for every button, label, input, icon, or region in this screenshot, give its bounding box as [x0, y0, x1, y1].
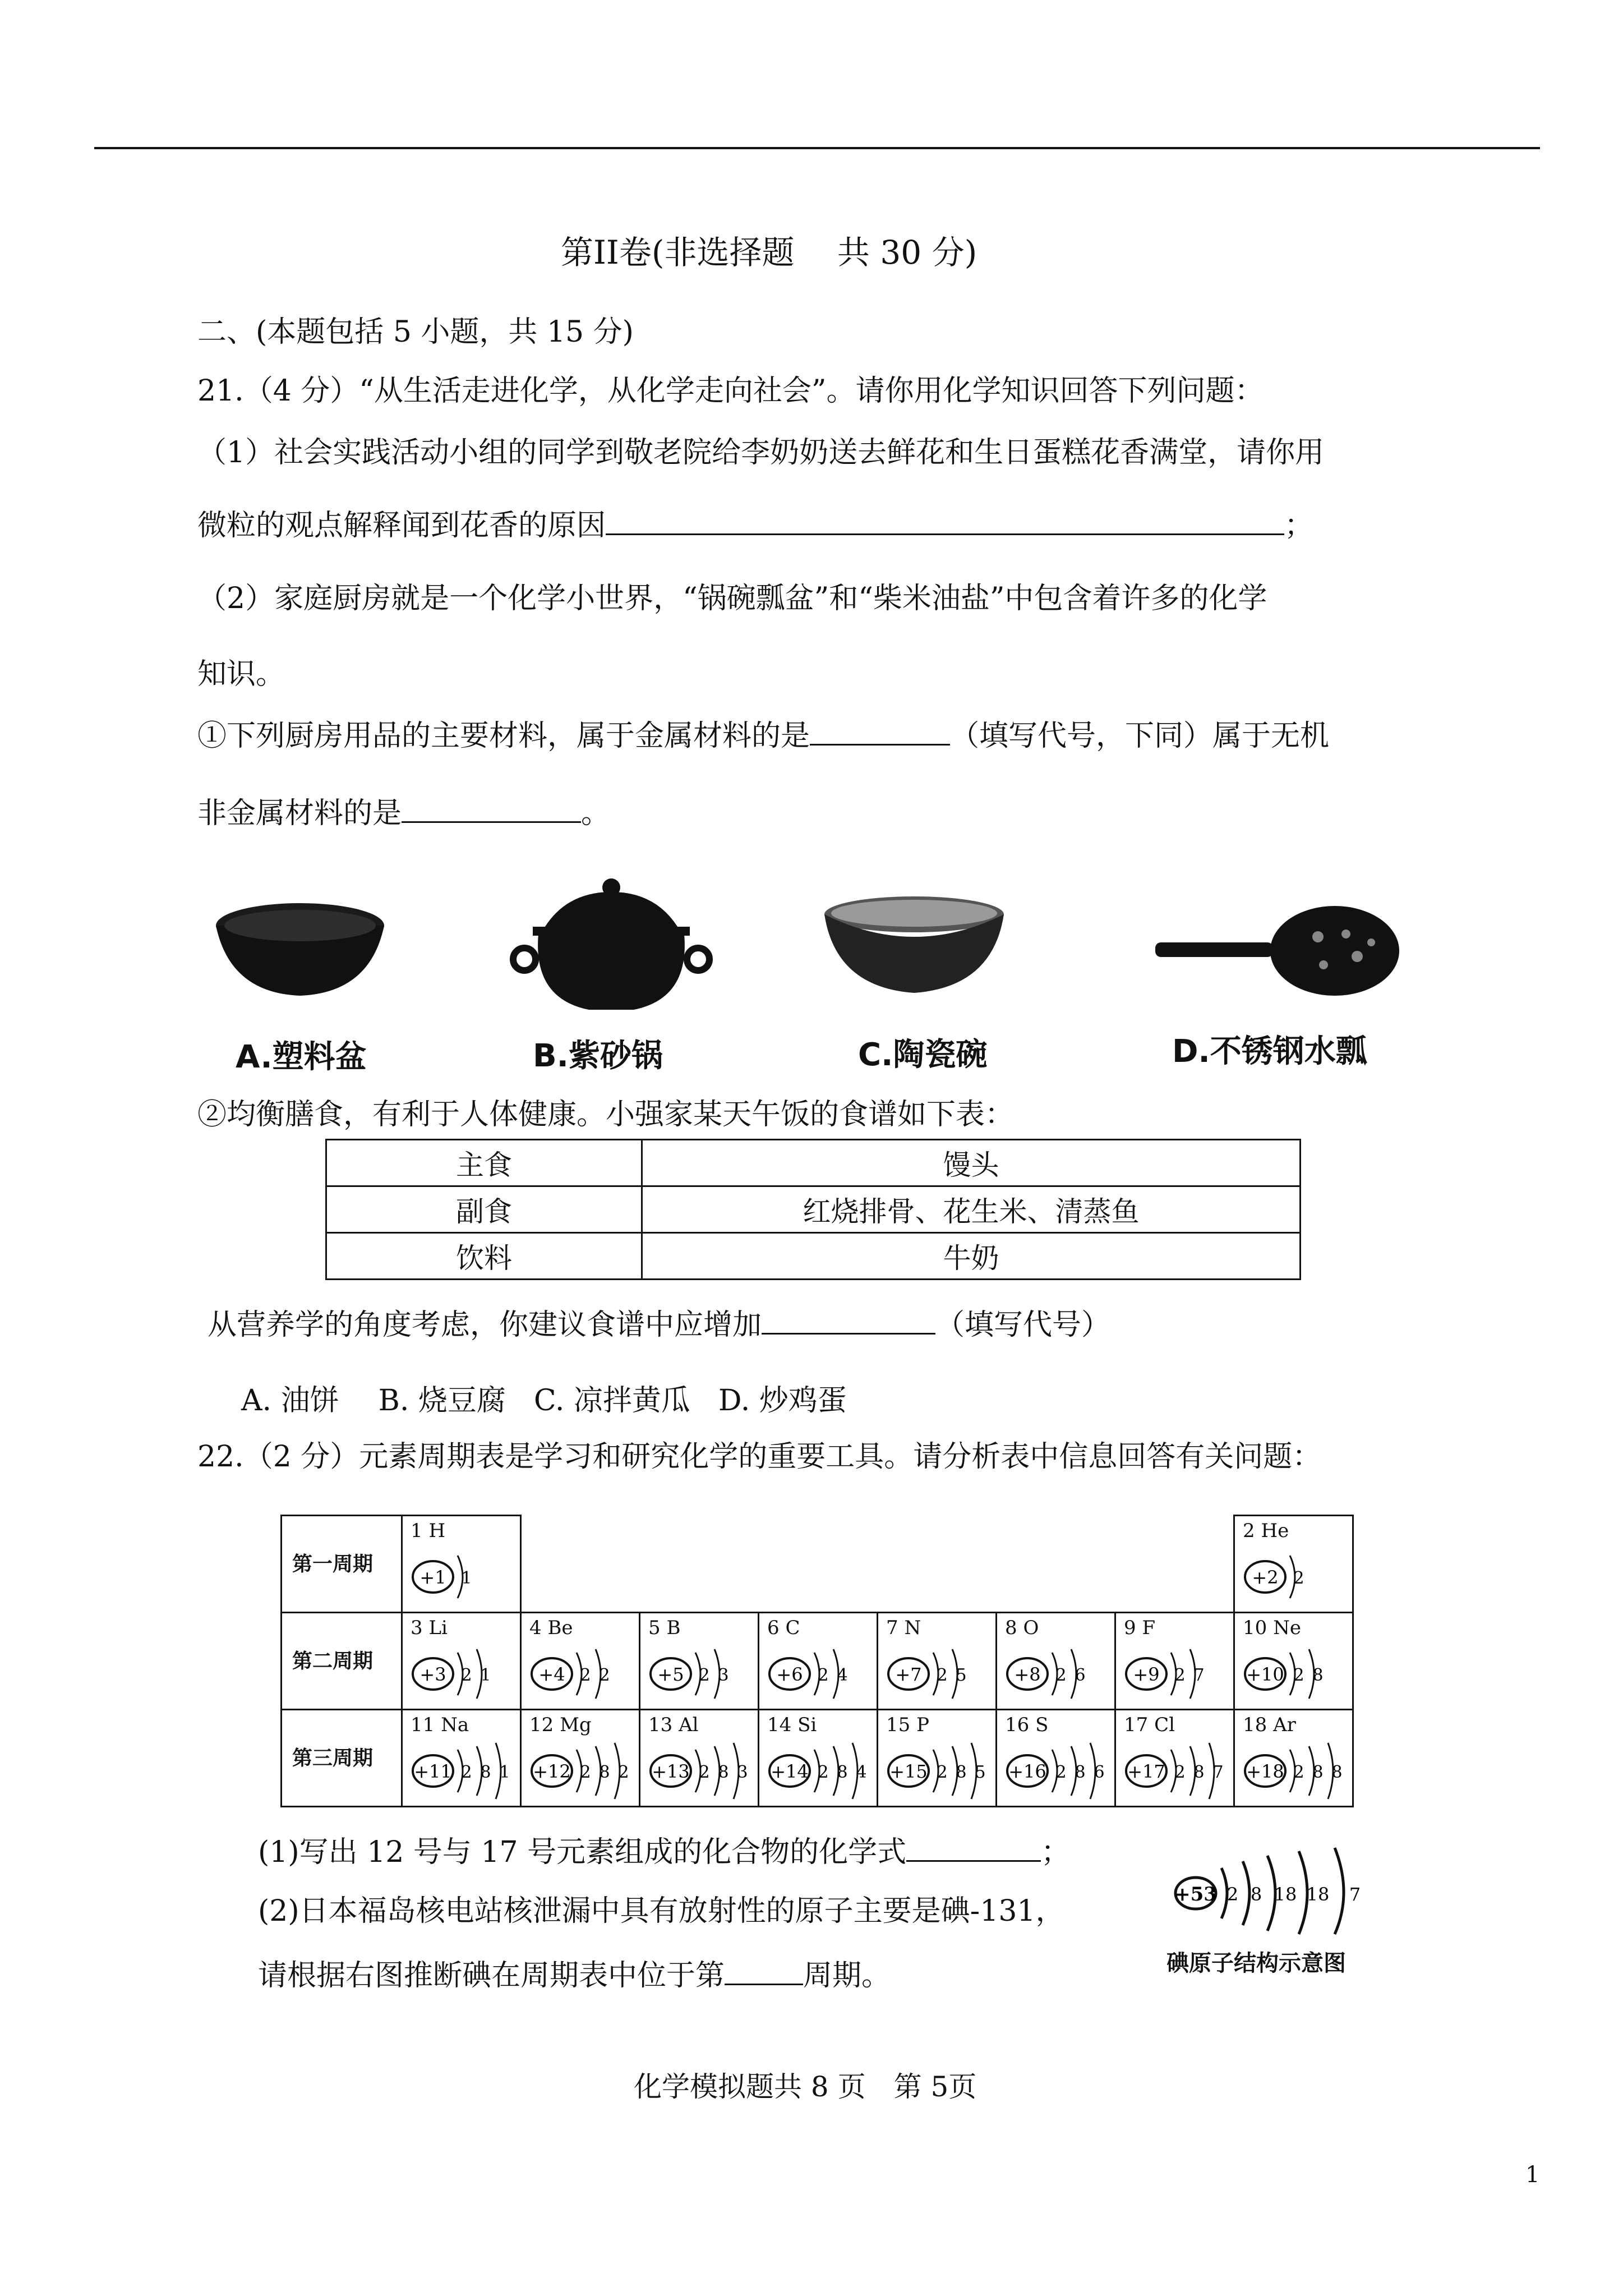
element-symbol: 9 F: [1124, 1617, 1156, 1639]
period-label: 第二周期: [292, 1650, 374, 1673]
menu-food: 牛奶: [642, 1233, 1301, 1280]
menu-category: 副食: [326, 1186, 642, 1233]
nucleus-charge: +14: [771, 1761, 809, 1782]
shell-electron-count: 1: [499, 1763, 510, 1782]
iodine-shell-3: 18: [1274, 1884, 1297, 1905]
atom-structure-diagram: [406, 1641, 518, 1709]
element-symbol: 14 Si: [767, 1714, 817, 1736]
answer-blank-reason[interactable]: [606, 508, 1284, 535]
q22-sub1-suffix: ；: [1041, 1835, 1071, 1869]
q21-p2-line2: 知识。: [197, 657, 285, 691]
q22-sub2-line2: [258, 1958, 891, 1994]
element-cell: [520, 1612, 640, 1710]
shell-electron-count: 7: [1193, 1665, 1205, 1685]
q21-p1-line1: （1）社会实践活动小组的同学到敬老院给李奶奶送去鲜花和生日蛋糕花香满堂，请你用: [197, 436, 1325, 470]
element-cell: [758, 1709, 878, 1807]
shell-electron-count: 8: [837, 1763, 848, 1782]
q21-p1-prefix: 微粒的观点解释闻到花香的原因: [197, 509, 606, 542]
atom-structure-diagram: [525, 1738, 637, 1806]
period-label: 第三周期: [292, 1747, 374, 1770]
element-symbol: 7 N: [886, 1617, 921, 1639]
element-symbol: 13 Al: [648, 1714, 699, 1736]
element-cell: [401, 1612, 522, 1710]
nucleus-charge: +12: [533, 1761, 571, 1782]
q21-sub2-suffix: （填写代号）: [935, 1308, 1111, 1342]
shell-electron-count: 1: [480, 1665, 491, 1685]
shell-electron-count: 2: [818, 1665, 829, 1685]
element-symbol: 18 Ar: [1243, 1714, 1296, 1736]
q21-sub1-line2-prefix: 非金属材料的是: [197, 797, 402, 830]
lunch-menu-table: [325, 1139, 1301, 1280]
q22-sub2-line1: (2)日本福岛核电站核泄漏中具有放射性的原子主要是碘-131，: [258, 1894, 1065, 1928]
shell-electron-count: 8: [1312, 1763, 1324, 1782]
atom-structure-diagram: [525, 1641, 637, 1709]
period-label-cell: [280, 1709, 403, 1807]
q21-sub1-suffix: （填写代号，下同）属于无机: [950, 719, 1330, 753]
page-number: 1: [1525, 2162, 1540, 2188]
q21-sub1-line2-suffix: 。: [581, 797, 611, 830]
iodine-shell-2: 8: [1250, 1884, 1262, 1905]
element-symbol: 5 B: [648, 1617, 681, 1639]
nucleus-charge: +10: [1246, 1664, 1284, 1685]
period-label-cell: [280, 1612, 403, 1710]
element-cell: [1233, 1515, 1354, 1613]
q21-sub1-line1: [197, 718, 1329, 754]
element-cell: [1233, 1612, 1354, 1710]
atom-structure-diagram: [1000, 1738, 1113, 1806]
element-cell: [1114, 1612, 1235, 1710]
shell-electron-count: 8: [480, 1763, 491, 1782]
iodine-nucleus: +53: [1174, 1883, 1217, 1906]
atom-structure-diagram: [1119, 1738, 1232, 1806]
shell-electron-count: 6: [1094, 1763, 1105, 1782]
shell-electron-count: 2: [580, 1665, 591, 1685]
shell-electron-count: 8: [718, 1763, 729, 1782]
shell-electron-count: 2: [937, 1665, 948, 1685]
iodine-caption: 碘原子结构示意图: [1166, 1950, 1346, 1976]
option-b: B. 烧豆腐: [378, 1384, 506, 1418]
nucleus-charge: +8: [1014, 1664, 1041, 1685]
period-label-cell: [280, 1515, 403, 1613]
table-row: [326, 1233, 1301, 1280]
atom-structure-diagram: [406, 1544, 518, 1612]
atom-structure-diagram: [882, 1738, 994, 1806]
plastic-basin-icon: [208, 898, 393, 1010]
part-header: 二、(本题包括 5 小题，共 15 分): [197, 315, 634, 349]
shell-electron-count: 8: [1331, 1763, 1343, 1782]
q21-p2-line1: （2）家庭厨房就是一个化学小世界，“锅碗瓢盆”和“柴米油盐”中包含着许多的化学: [197, 582, 1267, 615]
q21-sub1-line2: [197, 795, 610, 831]
menu-food: 馒头: [642, 1140, 1301, 1186]
q21-p1-suffix: ；: [1284, 509, 1314, 542]
nucleus-charge: +15: [889, 1761, 928, 1782]
menu-category: 饮料: [326, 1233, 642, 1280]
answer-blank-food[interactable]: [762, 1307, 935, 1335]
element-symbol: 8 O: [1005, 1617, 1039, 1639]
element-symbol: 2 He: [1243, 1520, 1289, 1542]
nucleus-charge: +16: [1008, 1761, 1046, 1782]
shell-electron-count: 6: [1075, 1665, 1086, 1685]
nucleus-charge: +6: [776, 1664, 803, 1685]
q21-sub1-prefix: ①下列厨房用品的主要材料，属于金属材料的是: [197, 719, 810, 753]
shell-electron-count: 2: [937, 1763, 948, 1782]
q21-sub2-intro: ②均衡膳食，有利于人体健康。小强家某天午饭的食谱如下表：: [197, 1098, 1015, 1131]
item-label-b: B.紫砂锅: [533, 1038, 663, 1074]
clay-pot-icon: [499, 875, 723, 1021]
nucleus-charge: +17: [1127, 1761, 1165, 1782]
element-symbol: 12 Mg: [529, 1714, 592, 1736]
element-symbol: 3 Li: [411, 1617, 448, 1639]
q22-sub1: [258, 1834, 1070, 1870]
answer-blank-period[interactable]: [725, 1958, 803, 1985]
ceramic-bowl-icon: [819, 892, 1009, 1010]
shell-electron-count: 2: [599, 1665, 610, 1685]
atom-structure-diagram: [763, 1738, 875, 1806]
q21-sub2-question: [208, 1307, 1110, 1343]
option-c: C. 凉拌黄瓜: [533, 1384, 690, 1418]
q22-stem: 22.（2 分）元素周期表是学习和研究化学的重要工具。请分析表中信息回答有关问题：: [197, 1440, 1322, 1474]
atom-structure-diagram: [1238, 1641, 1350, 1709]
q22-sub2-prefix: 请根据右图推断碘在周期表中位于第: [258, 1959, 725, 1993]
menu-food: 红烧排骨、花生米、清蒸鱼: [642, 1186, 1301, 1233]
top-rule: [94, 147, 1540, 149]
nucleus-charge: +5: [657, 1664, 684, 1685]
option-a: A. 油饼: [241, 1384, 339, 1418]
item-label-c: C.陶瓷碗: [858, 1037, 988, 1073]
atom-structure-diagram: [1000, 1641, 1113, 1709]
iodine-shell-5: 7: [1349, 1884, 1361, 1905]
atom-structure-diagram: [644, 1641, 756, 1709]
element-cell: [1233, 1709, 1354, 1807]
answer-blank-nonmetal[interactable]: [402, 795, 581, 823]
shell-electron-count: 8: [1075, 1763, 1086, 1782]
shell-electron-count: 2: [1055, 1665, 1067, 1685]
shell-electron-count: 2: [818, 1763, 829, 1782]
shell-electron-count: 8: [956, 1763, 967, 1782]
shell-electron-count: 3: [737, 1763, 748, 1782]
q22-sub1-prefix: (1)写出 12 号与 17 号元素组成的化合物的化学式: [258, 1835, 907, 1869]
item-label-a: A.塑料盆: [236, 1039, 367, 1075]
atom-structure-diagram: [1238, 1544, 1350, 1612]
atom-structure-diagram: [1119, 1641, 1232, 1709]
shell-electron-count: 2: [1293, 1665, 1304, 1685]
element-symbol: 6 C: [767, 1617, 800, 1639]
shell-electron-count: 8: [1312, 1665, 1324, 1685]
nucleus-charge: +13: [652, 1761, 690, 1782]
atom-structure-diagram: [882, 1641, 994, 1709]
iodine-shell-1: 2: [1227, 1884, 1239, 1905]
shell-electron-count: 2: [699, 1763, 710, 1782]
answer-blank-metal[interactable]: [810, 718, 950, 746]
shell-electron-count: 2: [461, 1763, 472, 1782]
shell-electron-count: 2: [699, 1665, 710, 1685]
table-row: [326, 1140, 1301, 1186]
shell-electron-count: 8: [1193, 1763, 1205, 1782]
element-symbol: 17 Cl: [1124, 1714, 1175, 1736]
shell-electron-count: 1: [461, 1568, 472, 1588]
nucleus-charge: +4: [538, 1664, 565, 1685]
shell-electron-count: 2: [1174, 1763, 1186, 1782]
element-cell: [995, 1612, 1116, 1710]
shell-electron-count: 2: [1293, 1763, 1304, 1782]
shell-electron-count: 5: [956, 1665, 967, 1685]
shell-electron-count: 8: [599, 1763, 610, 1782]
shell-electron-count: 3: [718, 1665, 729, 1685]
element-cell: [1114, 1709, 1235, 1807]
shell-electron-count: 2: [580, 1763, 591, 1782]
element-cell: [877, 1709, 997, 1807]
element-cell: [639, 1612, 759, 1710]
shell-electron-count: 2: [618, 1763, 629, 1782]
element-cell: [401, 1709, 522, 1807]
atom-structure-diagram: [763, 1641, 875, 1709]
element-symbol: 1 H: [411, 1520, 446, 1542]
element-cell: [401, 1515, 522, 1613]
period-label: 第一周期: [292, 1553, 374, 1576]
shell-electron-count: 7: [1212, 1763, 1224, 1782]
steel-ladle-icon: [1155, 903, 1402, 1004]
element-cell: [758, 1612, 878, 1710]
section-title: 第II卷(非选择题 共 30 分): [561, 233, 978, 272]
atom-structure-diagram: [644, 1738, 756, 1806]
element-symbol: 10 Ne: [1243, 1617, 1301, 1639]
q21-sub2-prefix: 从营养学的角度考虑，你建议食谱中应增加: [208, 1308, 762, 1342]
shell-electron-count: 2: [1293, 1568, 1304, 1588]
nucleus-charge: +11: [414, 1761, 452, 1782]
answer-blank-formula[interactable]: [906, 1834, 1041, 1862]
element-cell: [520, 1709, 640, 1807]
q22-sub2-suffix: 周期。: [803, 1959, 891, 1993]
page-footer: 化学模拟题共 8 页 第 5页: [634, 2070, 977, 2103]
nucleus-charge: +3: [419, 1664, 446, 1685]
item-label-d: D.不锈钢水瓢: [1172, 1033, 1367, 1070]
nucleus-charge: +1: [419, 1567, 446, 1588]
q21-options: [241, 1383, 847, 1419]
atom-structure-diagram: [406, 1738, 518, 1806]
shell-electron-count: 4: [856, 1763, 867, 1782]
q21-stem: 21.（4 分）“从生活走进化学，从化学走向社会”。请你用化学知识回答下列问题：: [197, 374, 1264, 408]
nucleus-charge: +2: [1252, 1567, 1279, 1588]
element-symbol: 4 Be: [529, 1617, 573, 1639]
iodine-atom-diagram: [1166, 1834, 1380, 1935]
table-row: [326, 1186, 1301, 1233]
element-cell: [995, 1709, 1116, 1807]
element-symbol: 15 P: [886, 1714, 929, 1736]
element-cell: [877, 1612, 997, 1710]
nucleus-charge: +9: [1133, 1664, 1160, 1685]
shell-electron-count: 2: [1055, 1763, 1067, 1782]
shell-electron-count: 2: [1174, 1665, 1186, 1685]
menu-category: 主食: [326, 1140, 642, 1186]
element-cell: [639, 1709, 759, 1807]
atom-structure-diagram: [1238, 1738, 1350, 1806]
nucleus-charge: +18: [1246, 1761, 1284, 1782]
element-symbol: 11 Na: [411, 1714, 469, 1736]
q21-p1-line2: [197, 508, 1313, 544]
element-symbol: 16 S: [1005, 1714, 1049, 1736]
iodine-shell-4: 18: [1306, 1884, 1330, 1905]
option-d: D. 炒鸡蛋: [718, 1384, 847, 1418]
shell-electron-count: 4: [837, 1665, 848, 1685]
shell-electron-count: 5: [975, 1763, 986, 1782]
nucleus-charge: +7: [895, 1664, 922, 1685]
shell-electron-count: 2: [461, 1665, 472, 1685]
